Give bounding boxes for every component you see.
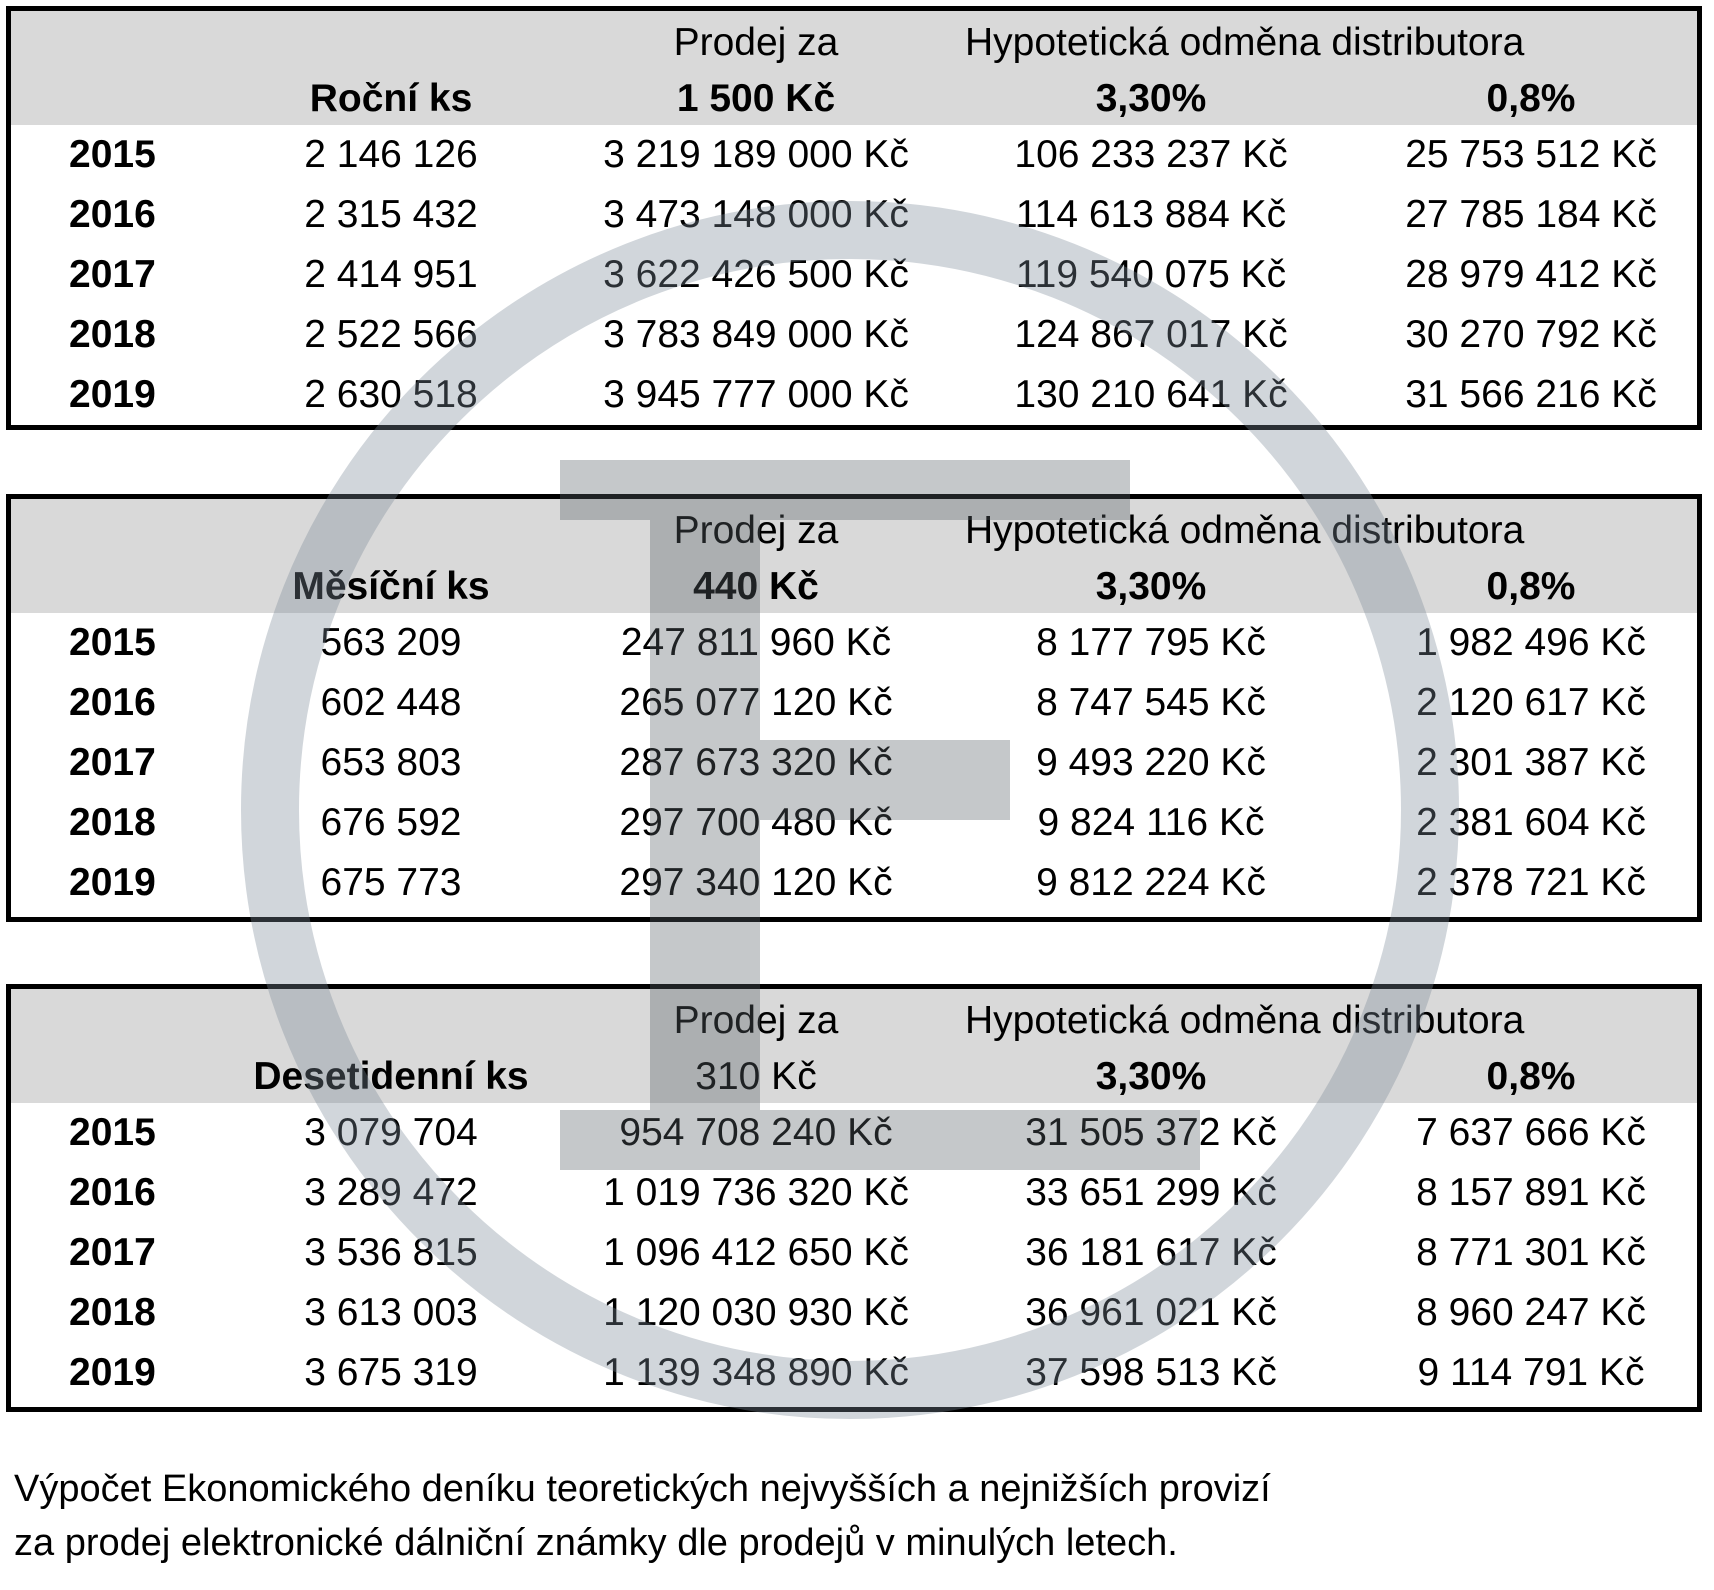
- units-cell: 2 522 566: [304, 313, 478, 356]
- units-cell: 3 079 704: [304, 1111, 478, 1154]
- reward-high-cell: 31 505 372 Kč: [1025, 1111, 1277, 1154]
- year-cell: 2019: [69, 861, 156, 904]
- table-header: [11, 11, 1697, 125]
- year-cell: 2019: [69, 1351, 156, 1394]
- sales-cell: 297 340 120 Kč: [619, 861, 893, 904]
- units-cell: 3 289 472: [304, 1171, 478, 1214]
- reward-low-cell: 8 771 301 Kč: [1416, 1231, 1646, 1274]
- table-header: [11, 499, 1697, 613]
- sales-cell: 1 019 736 320 Kč: [603, 1171, 909, 1214]
- reward-low-cell: 31 566 216 Kč: [1405, 373, 1657, 416]
- sales-cell: 3 622 426 500 Kč: [603, 253, 909, 296]
- rate-low-header: 0,8%: [1486, 565, 1576, 608]
- table-row: [11, 245, 1697, 305]
- units-cell: 3 675 319: [304, 1351, 478, 1394]
- units-cell: 3 536 815: [304, 1231, 478, 1274]
- table-row: [11, 1343, 1697, 1403]
- sale-header: Prodej za: [673, 21, 839, 64]
- reward-low-cell: 1 982 496 Kč: [1416, 621, 1646, 664]
- annual-table: [6, 6, 1702, 430]
- sales-cell: 3 473 148 000 Kč: [603, 193, 909, 236]
- reward-high-cell: 124 867 017 Kč: [1014, 313, 1288, 356]
- units-cell: 3 613 003: [304, 1291, 478, 1334]
- year-cell: 2015: [69, 621, 156, 664]
- reward-low-cell: 30 270 792 Kč: [1405, 313, 1657, 356]
- units-cell: 675 773: [320, 861, 462, 904]
- sale-header: Prodej za: [673, 999, 839, 1042]
- year-cell: 2016: [69, 681, 156, 724]
- reward-high-cell: 119 540 075 Kč: [1015, 253, 1287, 296]
- sales-cell: 247 811 960 Kč: [620, 621, 892, 664]
- reward-header: Hypotetická odměna distributora: [965, 999, 1525, 1042]
- reward-low-cell: 2 120 617 Kč: [1416, 681, 1646, 724]
- table-row: [11, 853, 1697, 913]
- units-header: Desetidenní ks: [253, 1055, 529, 1098]
- units-cell: 563 209: [320, 621, 462, 664]
- price-header: 1 500 Kč: [676, 77, 836, 120]
- table-row: [11, 1283, 1697, 1343]
- units-cell: 2 630 518: [304, 373, 478, 416]
- rate-high-header: 3,30%: [1095, 565, 1207, 608]
- reward-low-cell: 28 979 412 Kč: [1405, 253, 1657, 296]
- reward-high-cell: 114 613 884 Kč: [1015, 193, 1287, 236]
- reward-high-cell: 9 812 224 Kč: [1036, 861, 1266, 904]
- caption-line-2: za prodej elektronické dálniční známky dle prodejů v minulých letech.: [14, 1522, 1178, 1564]
- rate-low-header: 0,8%: [1486, 77, 1576, 120]
- year-cell: 2017: [69, 253, 156, 296]
- reward-high-cell: 36 961 021 Kč: [1025, 1291, 1277, 1334]
- reward-high-cell: 9 493 220 Kč: [1036, 741, 1266, 784]
- units-cell: 676 592: [320, 801, 462, 844]
- price-header: 440 Kč: [693, 565, 819, 608]
- sales-cell: 1 139 348 890 Kč: [603, 1351, 909, 1394]
- sales-cell: 3 219 189 000 Kč: [603, 133, 909, 176]
- table-body: [11, 1103, 1697, 1403]
- units-cell: 2 146 126: [304, 133, 478, 176]
- units-cell: 2 315 432: [304, 193, 478, 236]
- table-row: [11, 185, 1697, 245]
- table-body: [11, 613, 1697, 913]
- table-body: [11, 125, 1697, 425]
- rate-low-header: 0,8%: [1486, 1055, 1576, 1098]
- reward-low-cell: 9 114 791 Kč: [1417, 1351, 1645, 1394]
- table-row: [11, 1163, 1697, 1223]
- year-cell: 2018: [69, 313, 156, 356]
- year-cell: 2016: [69, 193, 156, 236]
- units-header: Roční ks: [309, 77, 473, 120]
- reward-high-cell: 9 824 116 Kč: [1037, 801, 1265, 844]
- table-row: [11, 733, 1697, 793]
- units-cell: 602 448: [320, 681, 462, 724]
- year-cell: 2019: [69, 373, 156, 416]
- reward-low-cell: 2 378 721 Kč: [1416, 861, 1646, 904]
- reward-low-cell: 27 785 184 Kč: [1405, 193, 1657, 236]
- sales-cell: 297 700 480 Kč: [619, 801, 893, 844]
- price-header: 310 Kč: [695, 1055, 817, 1098]
- reward-low-cell: 8 960 247 Kč: [1416, 1291, 1646, 1334]
- year-cell: 2015: [69, 133, 156, 176]
- year-cell: 2015: [69, 1111, 156, 1154]
- rate-high-header: 3,30%: [1095, 1055, 1207, 1098]
- table-row: [11, 125, 1697, 185]
- year-cell: 2016: [69, 1171, 156, 1214]
- reward-low-cell: 2 301 387 Kč: [1416, 741, 1646, 784]
- table-row: [11, 1103, 1697, 1163]
- table-row: [11, 613, 1697, 673]
- sales-cell: 265 077 120 Kč: [619, 681, 893, 724]
- reward-high-cell: 106 233 237 Kč: [1014, 133, 1288, 176]
- reward-header: Hypotetická odměna distributora: [965, 509, 1525, 552]
- sales-cell: 3 945 777 000 Kč: [603, 373, 909, 416]
- table-row: [11, 305, 1697, 365]
- table-header: [11, 989, 1697, 1103]
- sales-cell: 954 708 240 Kč: [619, 1111, 893, 1154]
- table-row: [11, 673, 1697, 733]
- reward-high-cell: 36 181 617 Kč: [1025, 1231, 1277, 1274]
- reward-high-cell: 130 210 641 Kč: [1014, 373, 1288, 416]
- table-row: [11, 793, 1697, 853]
- ten-day-table: [6, 984, 1702, 1412]
- monthly-table: [6, 494, 1702, 922]
- table-row: [11, 1223, 1697, 1283]
- year-cell: 2017: [69, 1231, 156, 1274]
- units-header: Měsíční ks: [292, 565, 490, 608]
- reward-header: Hypotetická odměna distributora: [965, 21, 1525, 64]
- sales-cell: 1 096 412 650 Kč: [603, 1231, 909, 1274]
- reward-high-cell: 37 598 513 Kč: [1025, 1351, 1277, 1394]
- units-cell: 653 803: [320, 741, 462, 784]
- units-cell: 2 414 951: [304, 253, 478, 296]
- caption-line-1: Výpočet Ekonomického deníku teoretických nejvyšších a nejnižších provizí: [14, 1468, 1271, 1510]
- reward-high-cell: 8 177 795 Kč: [1036, 621, 1266, 664]
- sales-cell: 1 120 030 930 Kč: [603, 1291, 909, 1334]
- year-cell: 2018: [69, 801, 156, 844]
- year-cell: 2018: [69, 1291, 156, 1334]
- reward-low-cell: 2 381 604 Kč: [1416, 801, 1646, 844]
- caption: [14, 1462, 1414, 1570]
- reward-low-cell: 8 157 891 Kč: [1416, 1171, 1646, 1214]
- table-row: [11, 365, 1697, 425]
- sales-cell: 3 783 849 000 Kč: [603, 313, 909, 356]
- sale-header: Prodej za: [673, 509, 839, 552]
- rate-high-header: 3,30%: [1095, 77, 1207, 120]
- sales-cell: 287 673 320 Kč: [619, 741, 893, 784]
- reward-low-cell: 7 637 666 Kč: [1416, 1111, 1646, 1154]
- reward-high-cell: 8 747 545 Kč: [1036, 681, 1266, 724]
- year-cell: 2017: [69, 741, 156, 784]
- reward-high-cell: 33 651 299 Kč: [1025, 1171, 1277, 1214]
- reward-low-cell: 25 753 512 Kč: [1405, 133, 1657, 176]
